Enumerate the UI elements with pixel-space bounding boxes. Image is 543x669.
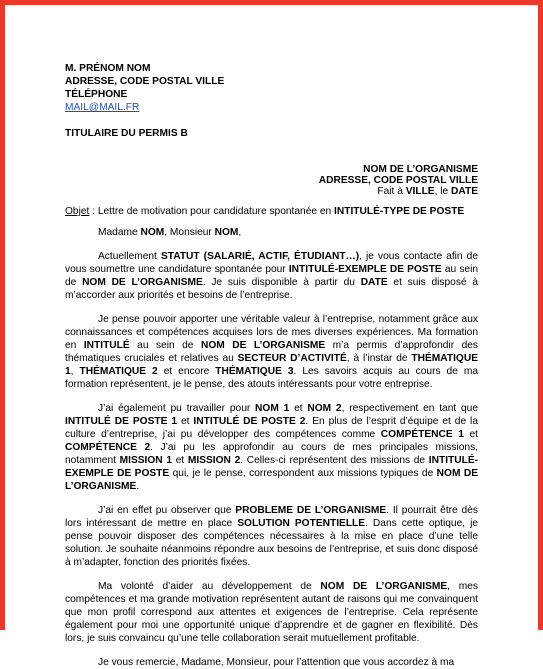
body-paragraph-2 <box>65 313 478 391</box>
place-city: VILLE <box>405 186 435 197</box>
subject-label: Objet <box>65 206 90 217</box>
subject-line <box>65 205 478 218</box>
paragraph-text: J’ai également pu travailler pour <box>98 403 256 414</box>
sender-block <box>65 62 478 114</box>
body-paragraph-1 <box>65 250 478 302</box>
placeholder-field: SECTEUR D’ACTIVITÉ <box>237 353 347 364</box>
place-date: DATE <box>451 186 478 197</box>
recipient-block <box>65 164 478 197</box>
paragraph-text: , respectivement en tant que <box>341 403 479 414</box>
paragraph-text: . Celles-ci représentent des missions de <box>240 455 429 466</box>
body-paragraph-4 <box>65 504 478 569</box>
placeholder-field: INTITULÉ <box>83 340 130 351</box>
paragraph-text: . J’ai pu les approfondir au cours de mes principales missions, notamment <box>65 442 478 466</box>
placeholder-field: MISSION 1 <box>119 455 173 466</box>
placeholder-field: STATUT (SALARIÉ, ACTIF, ÉTUDIANT…) <box>160 251 360 262</box>
placeholder-field: NOM DE L’ORGANISME <box>82 277 203 288</box>
paragraph-text: et <box>177 416 194 427</box>
sender-name: M. PRÉNOM NOM <box>65 63 151 74</box>
paragraph-text: au sein de <box>65 264 479 288</box>
paragraph-text: au sein de <box>129 340 201 351</box>
placeholder-field: NOM DE L’ORGANISME <box>200 340 326 351</box>
salutation-name-2: NOM <box>214 227 239 238</box>
place-mid: , le <box>434 186 452 197</box>
sender-phone: TÉLÉPHONE <box>65 89 128 100</box>
paragraph-text: . Les savoirs acquis au cours de ma formation représentent, je le pense, des atouts intéressants pour votre entreprise. <box>65 366 479 390</box>
paragraph-text: et <box>463 429 478 440</box>
placeholder-field: MISSION 2 <box>187 455 241 466</box>
placeholder-field: NOM 2 <box>307 403 342 414</box>
letter-body <box>65 250 478 669</box>
paragraph-text: et suis disposé à m’accorder aux priorités et besoins de l’entreprise. <box>65 277 479 301</box>
paragraph-text: Actuellement <box>98 251 161 262</box>
paragraph-text: . Il pourrait être dès lors intéressant de mettre en place <box>65 505 478 529</box>
salutation-part: , <box>238 227 242 238</box>
salutation-part: , Monsieur <box>164 227 215 238</box>
placeholder-field: COMPÉTENCE 2 <box>65 442 151 453</box>
paragraph-text: J’ai en effet pu observer que <box>98 505 236 516</box>
paragraph-text: . Je suis disponible à partir du <box>202 277 361 288</box>
permit-line: TITULAIRE DU PERMIS B <box>65 128 188 139</box>
placeholder-field: COMPÉTENCE 1 <box>380 429 464 440</box>
recipient-org: NOM DE L’ORGANISME <box>363 164 478 175</box>
subject-text: : Lettre de motivation pour candidature spontanée en <box>89 206 335 217</box>
recipient-address: ADRESSE, CODE POSTAL VILLE <box>318 175 478 186</box>
paragraph-text: et encore <box>157 366 216 377</box>
placeholder-field: NOM DE L’ORGANISME <box>65 468 479 492</box>
paragraph-text: , mes compétences et ma grande motivation représentent autant de raisons qui me convainquent que mon profil correspond aux attentes et exigences de l’entreprise. Cela représente également pour moi une opportunité unique d’apprendre et de gagner en flexibilité. Dès lors, je suis convaincu qu’une telle collaboration serait mutuellement profitable. <box>65 581 478 644</box>
paragraph-text: . Dans cette optique, je pense pouvoir disposer des compétences nécessaires à la mise en place d’une telle solution. Je souhaite néanmoins répondre aux besoins de l’entreprise, et suis donc disposé à m’adapter, fonction des priorités fixées. <box>65 518 479 568</box>
body-paragraph-3 <box>65 402 478 493</box>
placeholder-field: INTITULÉ-EXEMPLE DE POSTE <box>65 455 479 479</box>
placeholder-field: INTITULÉ-EXEMPLE DE POSTE <box>288 264 442 275</box>
salutation <box>65 226 478 239</box>
paragraph-text: , <box>70 366 80 377</box>
body-paragraph-6 <box>65 656 478 669</box>
placeholder-field: INTITULÉ DE POSTE 2 <box>193 416 306 427</box>
placeholder-field: THÉMATIQUE 3 <box>215 366 294 377</box>
paragraph-text: Je vous remercie, Madame, Monsieur, pour l’attention que vous accordez à ma <box>98 657 455 668</box>
placeholder-field: SOLUTION POTENTIELLE <box>237 518 366 529</box>
place-date-line <box>65 186 478 197</box>
paragraph-text: . <box>136 481 140 492</box>
subject-position: INTITULÉ-TYPE DE POSTE <box>334 206 465 217</box>
paragraph-text: , à l’instar de <box>346 353 412 364</box>
place-prefix: Fait à <box>377 186 406 197</box>
paragraph-text: m’a permis d’approfondir des thématiques cruciales et relatives au <box>65 340 478 364</box>
salutation-part: Madame <box>98 227 141 238</box>
paragraph-text: Je pense pouvoir apporter une véritable valeur à l’entreprise, notamment grâce aux connaissances et compétences acquises lors de mes diverses expériences. Ma formation en <box>65 314 478 351</box>
body-paragraph-5 <box>65 580 478 645</box>
placeholder-field: PROBLEME DE L’ORGANISME <box>235 505 387 516</box>
placeholder-field: INTITULÉ DE POSTE 1 <box>65 416 178 427</box>
placeholder-field: DATE <box>360 277 388 288</box>
placeholder-field: THÉMATIQUE 1 <box>65 353 478 377</box>
paragraph-text: . En plus de l’esprit d’équipe et de la culture d’entreprise, j’ai pu développer des compétences comme <box>65 416 478 440</box>
paragraph-text: et <box>289 403 308 414</box>
placeholder-field: THÉMATIQUE 2 <box>79 366 158 377</box>
paragraph-text: et <box>172 455 188 466</box>
paragraph-text: Ma volonté d’aider au développement de <box>98 581 321 592</box>
placeholder-field: NOM DE L’ORGANISME <box>320 581 448 592</box>
placeholder-field: NOM 1 <box>255 403 290 414</box>
sender-address: ADRESSE, CODE POSTAL VILLE <box>65 76 225 87</box>
paragraph-text: , je vous contacte afin de vous soumettre une candidature spontanée pour <box>65 251 478 275</box>
sender-email-link[interactable]: MAIL@MAIL.FR <box>65 102 140 113</box>
salutation-name-1: NOM <box>140 227 165 238</box>
paragraph-text: qui, je le pense, correspondent aux missions typiques de <box>169 468 437 479</box>
letter-page <box>65 62 478 669</box>
